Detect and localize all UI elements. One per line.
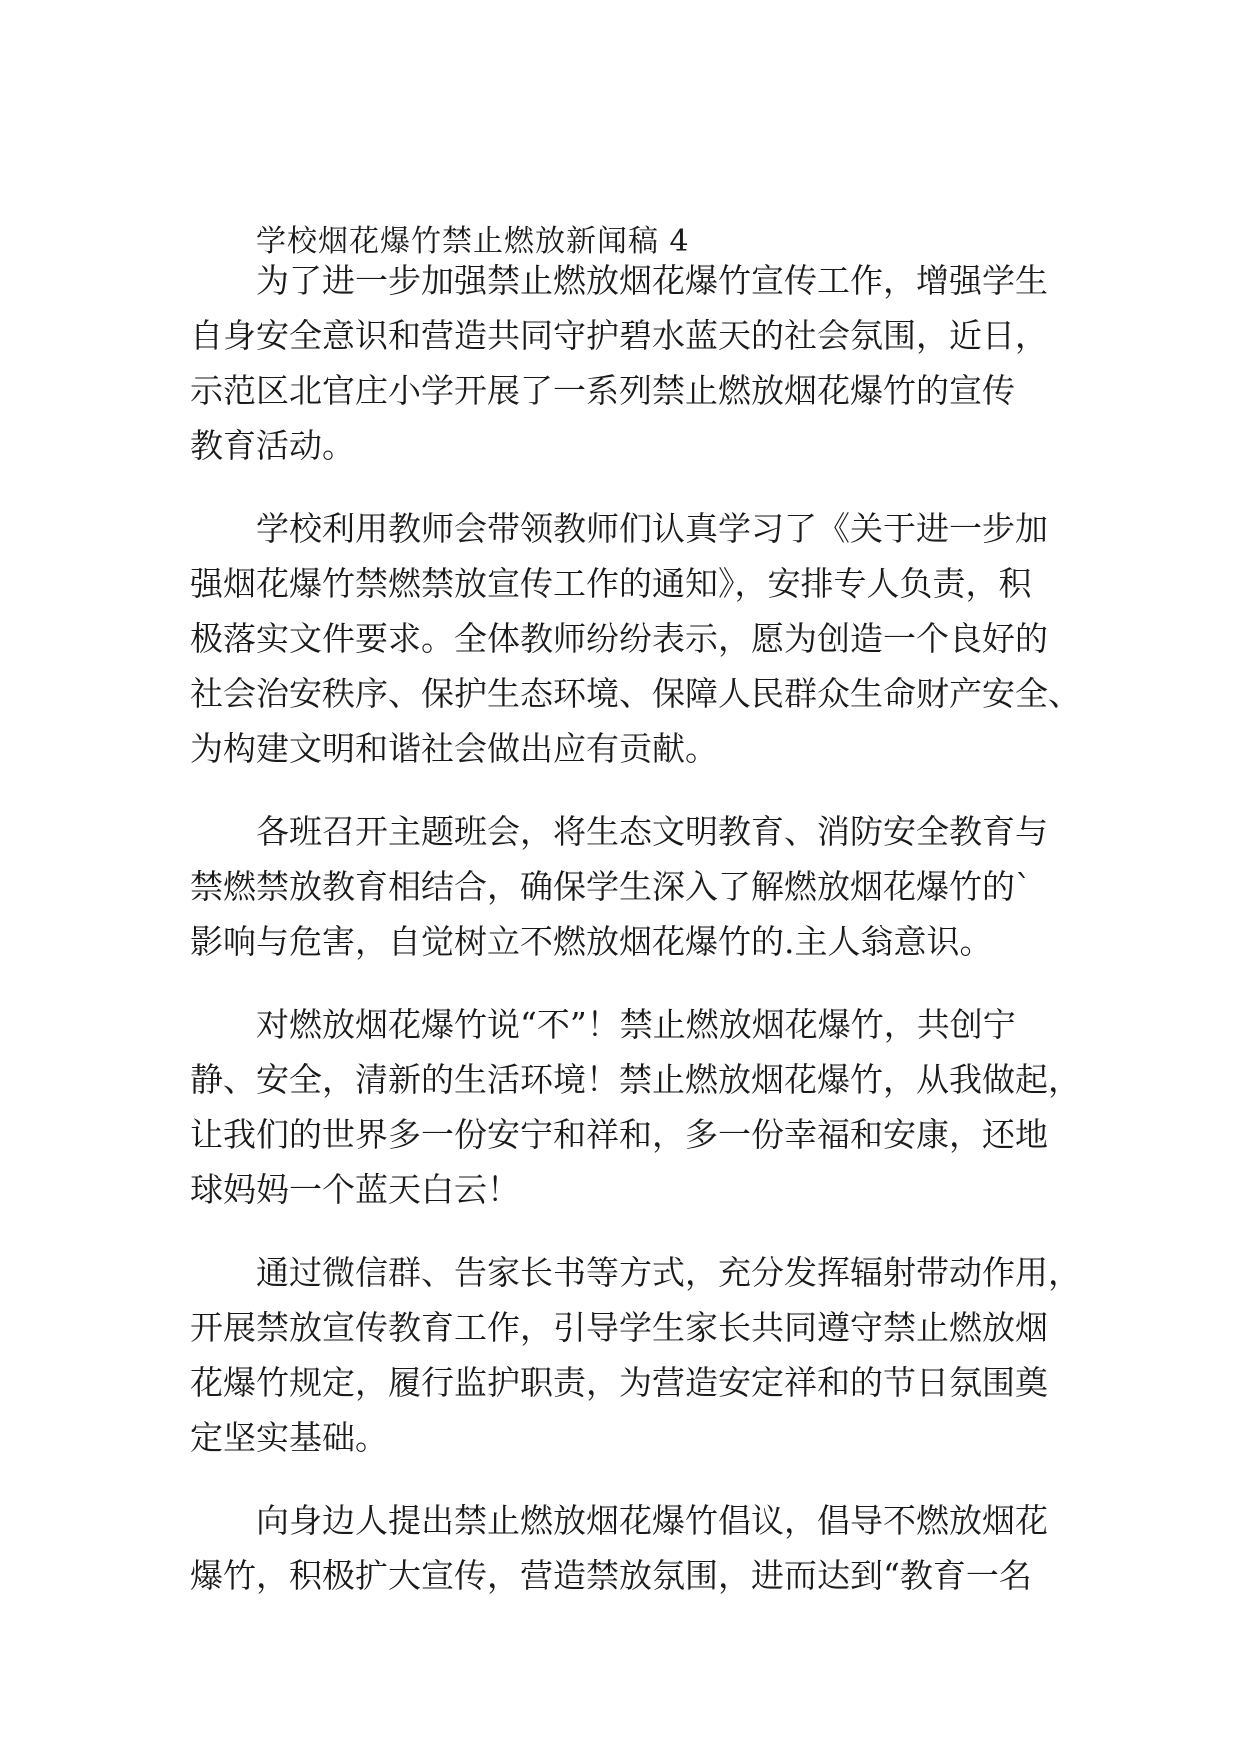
paragraph-6-line-1: 向身边人提出禁止燃放烟花爆竹倡议，倡导不燃放烟花 [256,1501,1048,1540]
paragraph-3-line-1: 各班召开主题班会，将生态文明教育、消防安全教育与 [256,812,1048,851]
paragraph-5-line-2: 开展禁放宣传教育工作，引导学生家长共同遵守禁止燃放烟 [190,1308,1048,1347]
paragraph-2-line-4: 社会治安秩序、保护生态环境、保障人民群众生命财产安全、 [190,674,1081,713]
paragraph-2-line-2: 强烟花爆竹禁燃禁放宣传工作的通知》，安排专人负责，积 [190,564,1032,603]
paragraph-1-line-1: 为了进一步加强禁止燃放烟花爆竹宣传工作，增强学生 [256,261,1048,300]
paragraph-5-line-4: 定坚实基础。 [190,1418,388,1457]
paragraph-1-line-4: 教育活动。 [190,426,355,465]
paragraph-2-line-1: 学校利用教师会带领教师们认真学习了《关于进一步加 [256,509,1048,548]
paragraph-1-line-2: 自身安全意识和营造共同守护碧水蓝天的社会氛围，近日， [190,316,1048,355]
paragraph-2-line-3: 极落实文件要求。全体教师纷纷表示，愿为创造一个良好的 [190,619,1048,658]
paragraph-5-line-1: 通过微信群、告家长书等方式，充分发挥辐射带动作用， [256,1253,1081,1292]
paragraph-4-line-2: 静、安全，清新的生活环境！禁止燃放烟花爆竹，从我做起， [190,1060,1081,1099]
paragraph-2-line-5: 为构建文明和谐社会做出应有贡献。 [190,729,718,768]
paragraph-3-line-3: 影响与危害，自觉树立不燃放烟花爆竹的.主人翁意识。 [190,922,993,961]
paragraph-3-line-2: 禁燃禁放教育相结合，确保学生深入了解燃放烟花爆竹的` [190,867,1032,906]
paragraph-5-line-3: 花爆竹规定，履行监护职责，为营造安定祥和的节日氛围奠 [190,1363,1048,1402]
paragraph-4-line-3: 让我们的世界多一份安宁和祥和，多一份幸福和安康，还地 [190,1115,1048,1154]
paragraph-6-line-2: 爆竹，积极扩大宣传，营造禁放氛围，进而达到“教育一名 [190,1556,1032,1595]
paragraph-4-line-4: 球妈妈一个蓝天白云！ [190,1170,520,1209]
document-title: 学校烟花爆竹禁止燃放新闻稿 4 [256,224,690,259]
paragraph-4-line-1: 对燃放烟花爆竹说“不”！禁止燃放烟花爆竹，共创宁 [256,1005,1016,1044]
paragraph-1-line-3: 示范区北官庄小学开展了一系列禁止燃放烟花爆竹的宣传 [190,371,1015,410]
